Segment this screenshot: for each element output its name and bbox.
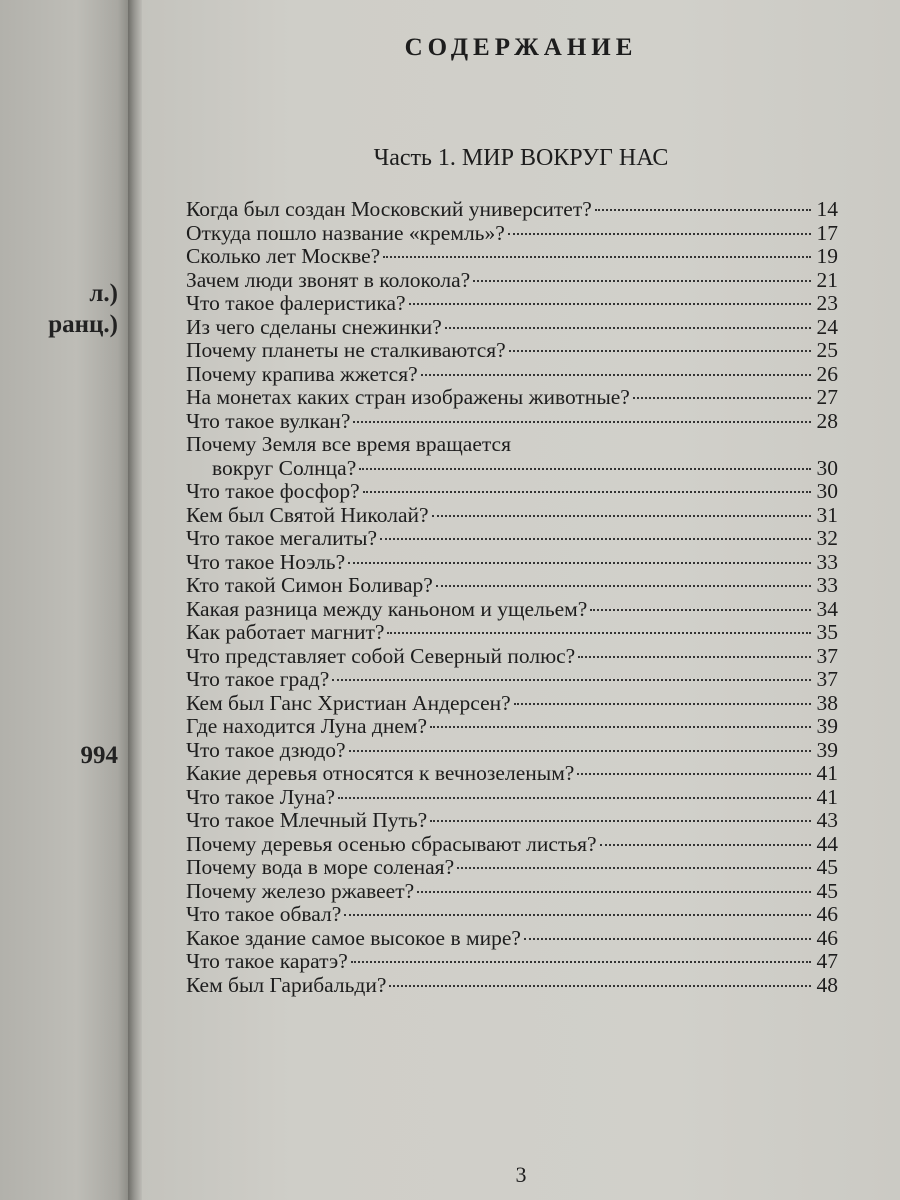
- toc-dot-leader: [430, 820, 811, 822]
- toc-entry-page: 45: [816, 878, 838, 903]
- toc-entry: [186, 927, 838, 951]
- toc-entry: [186, 903, 838, 927]
- toc-entry-title: Что такое каратэ?: [186, 949, 348, 973]
- toc-entry-title: Какое здание самое высокое в мире?: [186, 925, 521, 950]
- toc-entry: [186, 950, 838, 974]
- book-gutter: [128, 0, 142, 1200]
- toc-entry: [186, 786, 838, 810]
- toc-entry-page: 45: [816, 855, 838, 879]
- toc-entry: [186, 809, 838, 833]
- toc-dot-leader: [353, 421, 811, 423]
- toc-entry: [186, 880, 838, 904]
- toc-entry: [186, 762, 838, 786]
- toc-entry-title: Что такое Луна?: [186, 784, 336, 809]
- toc-dot-leader: [595, 209, 811, 211]
- toc-entry-page: 39: [816, 737, 838, 762]
- toc-entry-title: Что такое Млечный Путь?: [186, 808, 428, 832]
- toc-entry: [186, 692, 838, 716]
- toc-dot-leader: [445, 327, 811, 329]
- toc-entry-title: Почему крапива жжется?: [186, 361, 418, 386]
- table-of-contents: [186, 198, 838, 997]
- toc-dot-leader: [473, 280, 811, 282]
- toc-entry-title: Когда был создан Московский университет?: [186, 197, 592, 221]
- toc-entry-title: Что такое дзюдо?: [186, 737, 346, 762]
- toc-entry-page: 38: [816, 690, 838, 715]
- toc-dot-leader: [344, 914, 811, 916]
- toc-entry: [186, 645, 838, 669]
- toc-entry-title: Из чего сделаны снежинки?: [186, 314, 442, 339]
- toc-entry-title: Что представляет собой Северный полюс?: [186, 643, 576, 668]
- toc-dot-leader: [338, 797, 811, 799]
- toc-entry-title: Какая разница между каньоном и ущельем?: [186, 596, 588, 621]
- toc-dot-leader: [633, 397, 811, 399]
- toc-entry-title: Почему планеты не сталкиваются?: [186, 338, 506, 362]
- toc-entry-page: 25: [816, 338, 838, 362]
- toc-dot-leader: [363, 491, 811, 493]
- toc-dot-leader: [351, 961, 811, 963]
- page-number: 3: [515, 1162, 527, 1187]
- toc-entry-title: Какие деревья относятся к вечнозеленым?: [186, 761, 575, 785]
- toc-dot-leader: [359, 468, 811, 470]
- toc-dot-leader: [349, 750, 811, 752]
- toc-entry-title: Что такое мегалиты?: [186, 526, 378, 550]
- toc-entry-page: 46: [816, 902, 838, 926]
- toc-entry: [186, 668, 838, 692]
- toc-dot-leader: [577, 773, 811, 775]
- toc-entry-first-line: Почему Земля все время вращается: [186, 432, 511, 456]
- toc-entry-title: Почему железо ржавеет?: [186, 878, 415, 903]
- toc-entry: [186, 739, 838, 763]
- toc-entry-title: Кто такой Симон Боливар?: [186, 573, 433, 597]
- contents-page: [142, 0, 900, 1200]
- left-page-edge: [0, 0, 128, 1200]
- toc-entry-page: 30: [816, 479, 838, 503]
- toc-dot-leader: [590, 609, 811, 611]
- toc-entry-title: вокруг Солнца?: [212, 455, 357, 480]
- toc-entry-title: Где находится Луна днем?: [186, 714, 428, 738]
- toc-dot-leader: [421, 374, 811, 376]
- toc-entry-title: Что такое фалеристика?: [186, 291, 406, 315]
- toc-entry: [186, 856, 838, 880]
- toc-entry: [186, 269, 838, 293]
- toc-dot-leader: [578, 656, 811, 658]
- toc-dot-leader: [436, 585, 811, 587]
- toc-entry-page: 39: [816, 714, 838, 738]
- part-title: Часть 1. МИР ВОКРУГ НАС: [373, 145, 669, 171]
- toc-entry-page: 47: [816, 949, 838, 973]
- toc-entry: [186, 504, 838, 528]
- left-page-fragment: ранц.): [48, 311, 118, 338]
- toc-entry-title: На монетах каких стран изображены животные?: [186, 385, 630, 409]
- toc-entry: [186, 292, 838, 316]
- toc-entry-page: 34: [816, 596, 838, 621]
- toc-entry-page: 33: [816, 549, 838, 574]
- toc-entry-page: 37: [816, 643, 838, 668]
- toc-entry: [186, 598, 838, 622]
- toc-dot-leader: [380, 538, 811, 540]
- toc-dot-leader: [430, 726, 811, 728]
- toc-entry-page: 41: [816, 784, 838, 809]
- toc-entry-title: Кем был Ганс Христиан Андерсен?: [186, 690, 511, 715]
- toc-entry: [186, 551, 838, 575]
- toc-entry: [186, 480, 838, 504]
- toc-entry-page: 44: [816, 831, 838, 856]
- toc-entry-page: 35: [816, 620, 838, 644]
- toc-entry: [186, 410, 838, 434]
- toc-entry-title: Кем был Святой Николай?: [186, 502, 429, 527]
- toc-entry: [186, 222, 838, 246]
- toc-entry-title: Откуда пошло название «кремль»?: [186, 220, 505, 245]
- toc-dot-leader: [387, 632, 811, 634]
- toc-entry: [186, 833, 838, 857]
- toc-entry: [186, 574, 838, 598]
- toc-entry: [186, 316, 838, 340]
- toc-entry-page: 19: [816, 244, 838, 268]
- toc-entry-title: Почему вода в море соленая?: [186, 855, 455, 879]
- toc-entry-title: Что такое фосфор?: [186, 479, 360, 503]
- toc-entry-page: 26: [816, 361, 838, 386]
- toc-entry-title: Сколько лет Москве?: [186, 244, 381, 268]
- toc-entry-title: Что такое вулкан?: [186, 408, 351, 433]
- toc-dot-leader: [600, 844, 811, 846]
- left-page-fragment: 994: [80, 742, 118, 769]
- toc-entry-title: Как работает магнит?: [186, 620, 385, 644]
- left-page-fragment: л.): [89, 280, 118, 307]
- toc-entry-page: 17: [816, 220, 838, 245]
- toc-entry-page: 24: [816, 314, 838, 339]
- toc-entry-page: 31: [816, 502, 838, 527]
- toc-dot-leader: [332, 679, 811, 681]
- contents-heading: СОДЕРЖАНИЕ: [404, 34, 638, 61]
- toc-entry-page: 28: [816, 408, 838, 433]
- toc-entry-page: 27: [816, 385, 838, 409]
- toc-entry-page: 41: [816, 761, 838, 785]
- toc-dot-leader: [417, 891, 811, 893]
- toc-entry: [186, 363, 838, 387]
- toc-entry-title: Почему деревья осенью сбрасывают листья?: [186, 831, 597, 856]
- toc-dot-leader: [432, 515, 811, 517]
- toc-entry: [186, 974, 838, 998]
- toc-entry: [186, 339, 838, 363]
- toc-entry-title: Кем был Гарибальди?: [186, 972, 387, 997]
- toc-entry-page: 23: [816, 291, 838, 315]
- toc-entry: [186, 457, 838, 481]
- toc-entry-page: 48: [816, 972, 838, 997]
- toc-dot-leader: [514, 703, 811, 705]
- toc-dot-leader: [457, 867, 811, 869]
- toc-entry: [186, 715, 838, 739]
- toc-entry-page: 21: [816, 267, 838, 292]
- toc-entry: [186, 245, 838, 269]
- toc-dot-leader: [409, 303, 811, 305]
- toc-entry-page: 30: [816, 455, 838, 480]
- toc-entry: [186, 198, 838, 222]
- toc-entry-page: 32: [816, 526, 838, 550]
- toc-entry: [186, 386, 838, 410]
- toc-entry-page: 46: [816, 925, 838, 950]
- toc-entry-title: Что такое обвал?: [186, 902, 342, 926]
- toc-entry-title: Что такое Ноэль?: [186, 549, 346, 574]
- toc-entry: [186, 621, 838, 645]
- toc-entry-page: 14: [816, 197, 838, 221]
- toc-entry-page: 37: [816, 667, 838, 691]
- toc-dot-leader: [508, 233, 811, 235]
- toc-dot-leader: [524, 938, 811, 940]
- toc-entry-title: Что такое град?: [186, 667, 330, 691]
- toc-dot-leader: [383, 256, 811, 258]
- toc-dot-leader: [509, 350, 811, 352]
- toc-dot-leader: [348, 562, 811, 564]
- toc-entry-title: Зачем люди звонят в колокола?: [186, 267, 471, 292]
- toc-entry-page: 33: [816, 573, 838, 597]
- toc-dot-leader: [389, 985, 811, 987]
- toc-entry-page: 43: [816, 808, 838, 832]
- toc-entry: [186, 527, 838, 551]
